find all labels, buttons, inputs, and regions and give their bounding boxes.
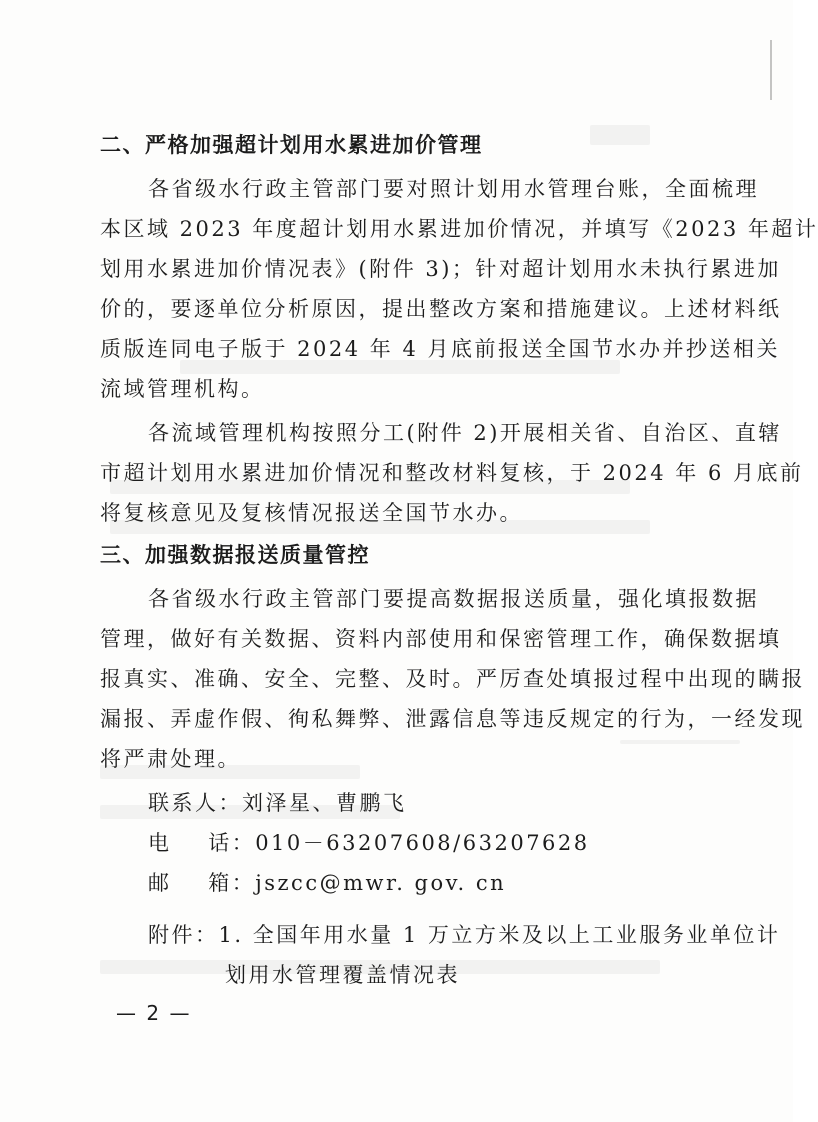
contact-person: 联系人：刘泽星、曹鹏飞: [148, 791, 407, 815]
contact-phone: 电 话：010－63207608/63207628: [148, 831, 590, 855]
section2-para2-line: 市超计划用水累进加价情况和整改材料复核，于 2024 年 6 月底前: [100, 461, 804, 485]
page-number: — 2 —: [116, 1001, 192, 1025]
section2-para2-line: 各流域管理机构按照分工(附件 2)开展相关省、自治区、直辖: [148, 421, 782, 445]
section3-para-line: 将严肃处理。: [100, 747, 241, 771]
section3-para-line: 各省级水行政主管部门要提高数据报送质量，强化填报数据: [148, 587, 759, 611]
section2-heading: 二、严格加强超计划用水累进加价管理: [100, 133, 483, 157]
section2-para1-line: 质版连同电子版于 2024 年 4 月底前报送全国节水办并抄送相关: [100, 337, 781, 361]
section2-para1-line: 流域管理机构。: [100, 377, 265, 401]
section2-para1-line: 各省级水行政主管部门要对照计划用水管理台账，全面梳理: [148, 177, 759, 201]
section2-para1-line: 划用水累进加价情况表》(附件 3)；针对超计划用水未执行累进加: [100, 257, 781, 281]
section2-para2-line: 将复核意见及复核情况报送全国节水办。: [100, 501, 523, 525]
section3-heading: 三、加强数据报送质量管控: [100, 543, 370, 567]
section3-para-line: 漏报、弄虚作假、徇私舞弊、泄露信息等违反规定的行为，一经发现: [100, 707, 805, 731]
section2-para1-line: 价的，要逐单位分析原因，提出整改方案和措施建议。上述材料纸: [100, 297, 782, 321]
attachment-line: 附件：1. 全国年用水量 1 万立方米及以上工业服务业单位计: [148, 923, 781, 947]
section2-para1-line: 本区域 2023 年度超计划用水累进加价情况，并填写《2023 年超计: [100, 217, 818, 241]
section3-para-line: 管理，做好有关数据、资料内部使用和保密管理工作，确保数据填: [100, 627, 782, 651]
contact-email: 邮 箱：jszcc@mwr. gov. cn: [148, 871, 507, 895]
attachment-line-continued: 划用水管理覆盖情况表: [225, 963, 460, 987]
section3-para-line: 报真实、准确、安全、完整、及时。严厉查处填报过程中出现的瞒报: [100, 667, 805, 691]
scan-edge-mark: [770, 40, 772, 100]
